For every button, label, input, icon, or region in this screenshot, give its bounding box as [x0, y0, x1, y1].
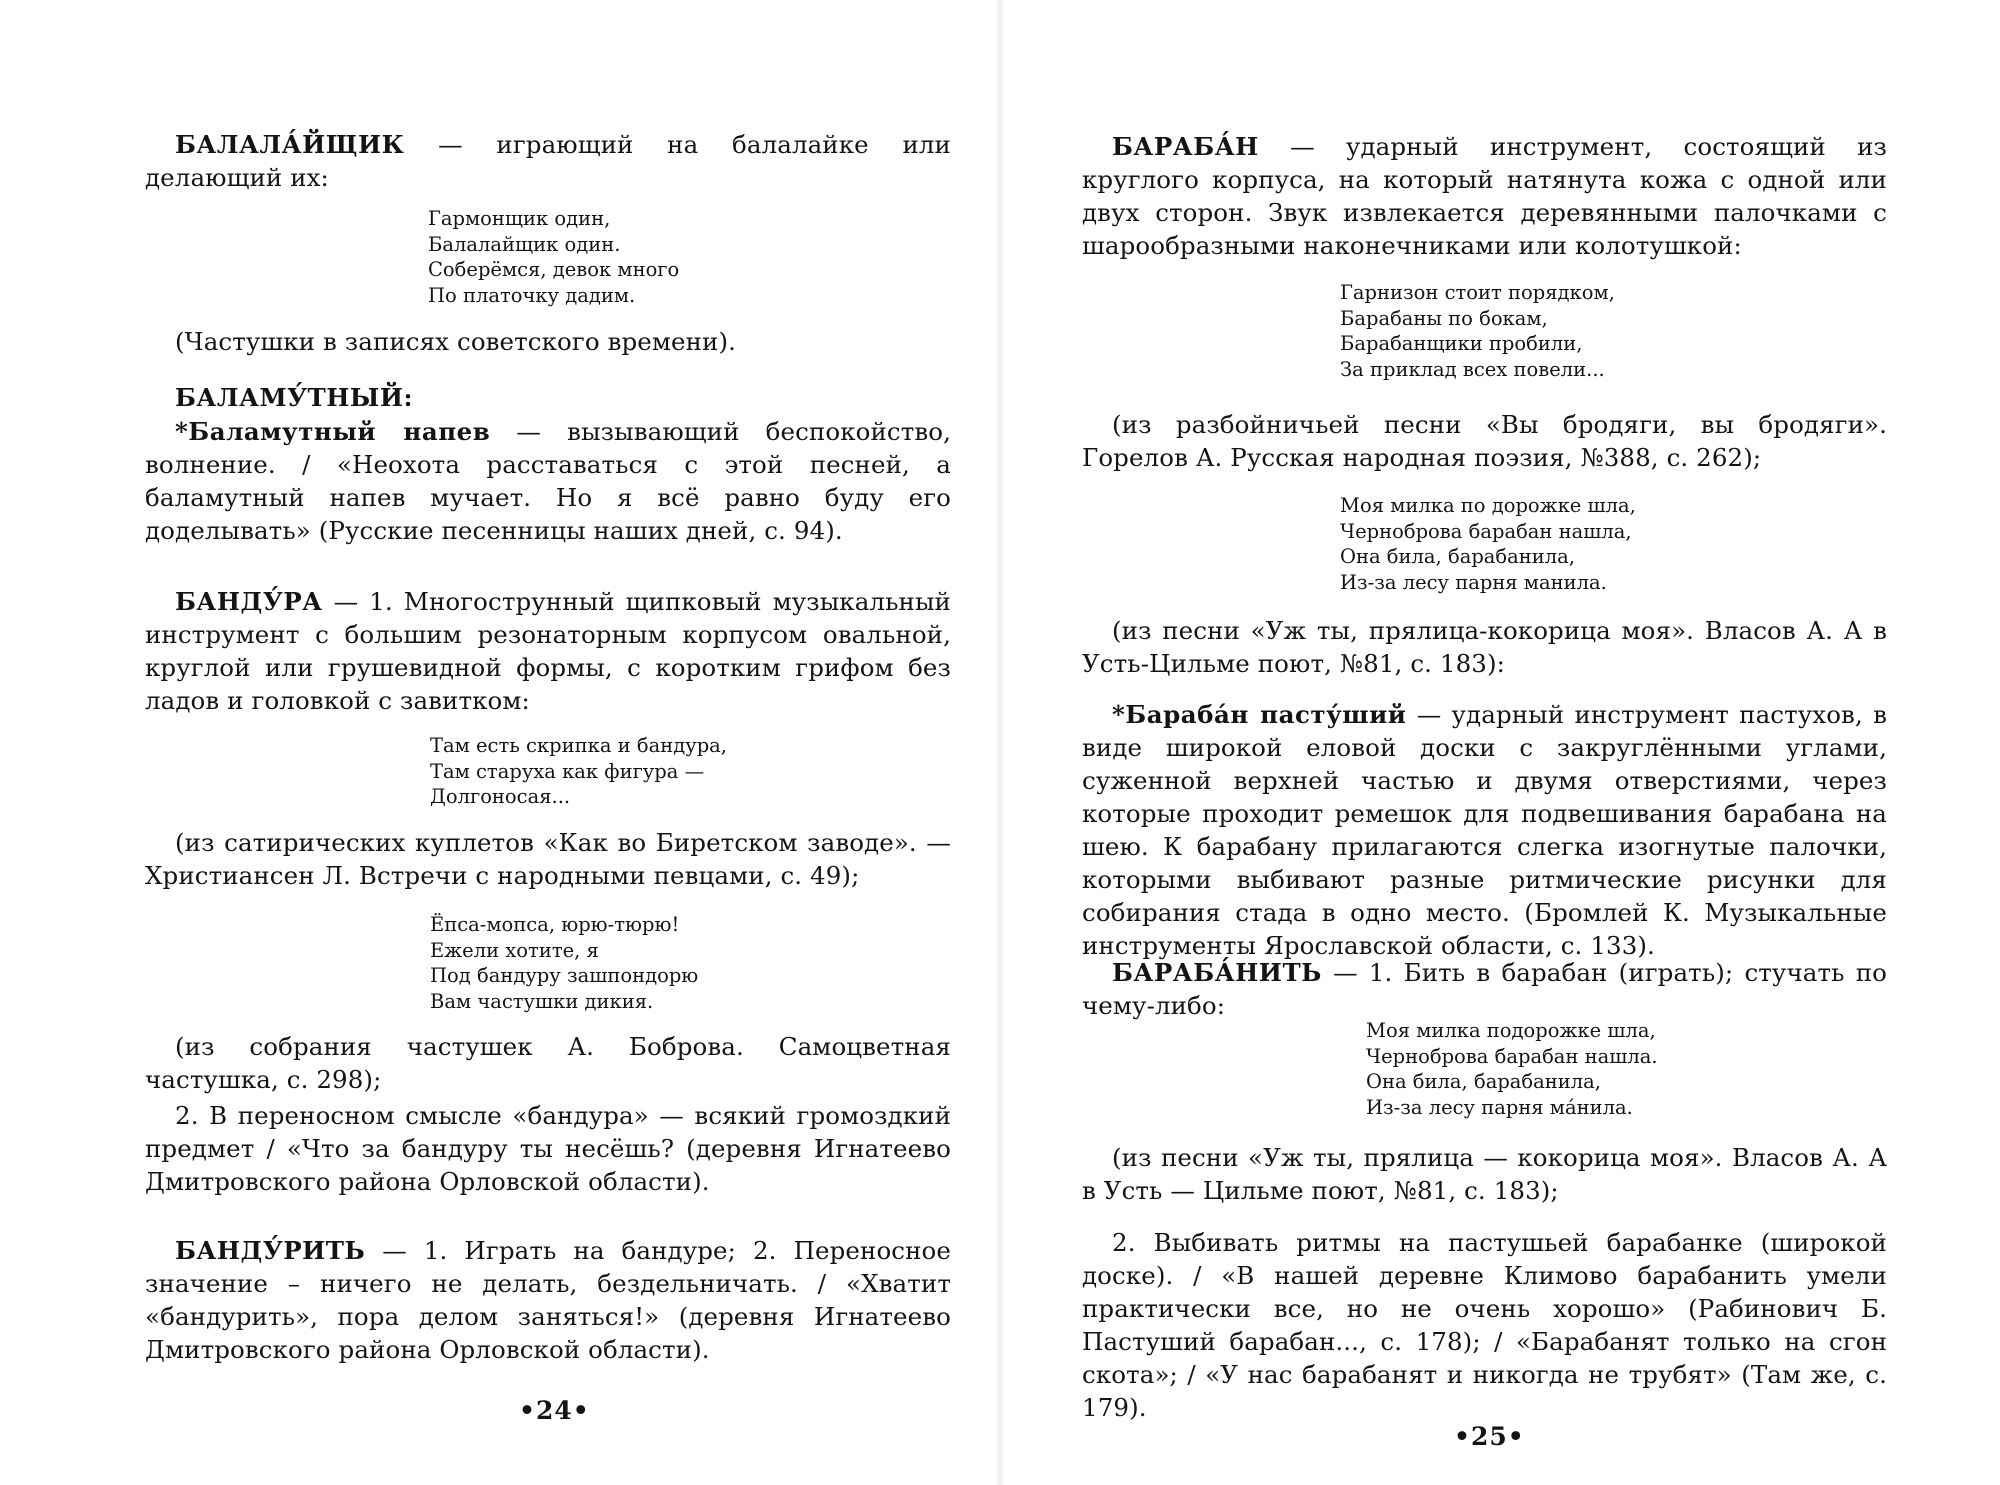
entry-subheadword: *Баламутный напев [175, 417, 491, 446]
entry-bandura-sense-2: 2. В переносном смысле «бандура» — всякий громоздкий предмет / «Что за бандуру ты несёшь? (деревня Игнатеево Дмитровского района Орловской области). [145, 1101, 951, 1196]
verse-line: Черноброва барабан нашла, [1340, 519, 1632, 543]
page-number: •25• [1454, 1422, 1525, 1451]
verse-quote [1340, 280, 1615, 382]
verse-line: Она била, барабанила, [1366, 1070, 1601, 1093]
verse-line: Под бандуру зашпондорю [430, 964, 699, 987]
verse-line: Из-за лесу парня ма́нила. [1366, 1095, 1633, 1119]
entry-headword: БАНДУ́РИТЬ [175, 1236, 366, 1265]
entry-headword: БАЛАЛА́ЙЩИК [175, 130, 405, 159]
entry-balalaishchik [145, 128, 951, 194]
entry-bandurit [145, 1234, 951, 1366]
entry-definition: — ударный инструмент пастухов, в виде широкой еловой доски с закруглёнными углами, суженной верхней частью и двумя отверстиями, через которые проходит ремешок для подвешивания барабана на шею. К барабану прилагаются слегка изогнутые палочки, которыми выбивают разные ритмические рисунки для собирания стада в одно место. (Бромлей К. Музыкальные инструменты Ярославской области, с. 133). [1082, 700, 1887, 960]
verse-line: Гарнизон стоит порядком, [1340, 281, 1615, 304]
verse-line: Ёпса-мопса, юрю-тюрю! [430, 913, 680, 936]
entry-headword: БАРАБА́НИТЬ [1112, 958, 1322, 987]
entry-balamutny [145, 381, 951, 414]
verse-line: Барабанщики пробили, [1340, 332, 1583, 355]
entry-subheadword: *Бараба́н пасту́ший [1112, 700, 1407, 729]
verse-line: Гармонщик один, [428, 207, 611, 230]
verse-line: Барабаны по бокам, [1340, 306, 1548, 330]
entry-headword: БАЛАМУ́ТНЫЙ: [175, 383, 414, 412]
verse-quote [430, 912, 698, 1014]
entry-definition: — вызывающий беспокойство, волнение. / «Неохота расставаться с этой песней, а баламутный напев мучает. Но я всё равно буду его доделывать» (Русские песенницы наших дней, с. 94). [145, 417, 952, 545]
verse-quote [1366, 1018, 1658, 1120]
verse-quote [428, 206, 679, 308]
source-citation: (из сатирических куплетов «Как во Биретском заводе». — Христиансен Л. Встречи с народными певцами, с. 49); [145, 828, 951, 890]
verse-line: Она била, барабанила, [1340, 545, 1575, 568]
entry-headword: БАНДУ́РА [175, 587, 323, 616]
source-citation: (из песни «Уж ты, прялица-кокорица моя». Власов А. А в Усть-Цильме поют, №81, с. 183): [1082, 616, 1887, 678]
verse-line: Балалайщик один. [428, 232, 621, 256]
entry-barabanit-sense-2: 2. Выбивать ритмы на пастушьей барабанке (широкой доске). / «В нашей деревне Климово барабанить умели практически все, но не очень хорошо» (Рабинович Б. Пастуший барабан..., с. 178); / «Барабанят только на сгон скота»; / «У нас барабанят и никогда не трубят» (Там же, с. 179). [1082, 1228, 1887, 1422]
entry-definition: — 1. Бить в барабан (играть); стучать по чему-либо: [1082, 958, 1887, 1020]
verse-line: Моя милка подорожке шла, [1366, 1019, 1656, 1042]
verse-line: Вам частушки дикия. [430, 989, 654, 1013]
entry-definition: — ударный инструмент, состоящий из круглого корпуса, на который натянута кожа с одной или двух сторон. Звук извлекается деревянными палочками с шарообразными наконечниками или колотушкой: [1082, 132, 1887, 260]
verse-quote [1340, 493, 1636, 595]
entry-headword: БАРАБА́Н [1112, 132, 1259, 161]
entry-bandura [145, 585, 951, 717]
entry-barabanit [1082, 956, 1887, 1022]
verse-line: Из-за лесу парня манила. [1340, 570, 1607, 594]
verse-line: Там старуха как фигура — [430, 759, 705, 783]
verse-line: Соберёмся, девок много [428, 258, 680, 281]
verse-line: Черноброва барабан нашла. [1366, 1044, 1658, 1068]
entry-baraban [1082, 130, 1887, 262]
verse-line: За приклад всех повели... [1340, 357, 1605, 381]
source-citation: (из собрания частушек А. Боброва. Самоцветная частушка, с. 298); [145, 1032, 951, 1094]
entry-definition: — играющий на балалайке или делающий их: [145, 130, 951, 192]
entry-balamutny-napev [145, 415, 951, 547]
page-number: •24• [519, 1396, 590, 1425]
verse-line: Там есть скрипка и бандура, [430, 734, 728, 757]
entry-definition: — 1. Играть на бандуре; 2. Переносное значение – ничего не делать, бездельничать. / «Хватит «бандурить», пора делом заняться!» (деревня Игнатеево Дмитровского района Орловской области). [145, 1236, 951, 1364]
source-citation: (из песни «Уж ты, прялица — кокорица моя». Власов А. А в Усть — Цильме поют, №81, с. 183); [1082, 1143, 1887, 1205]
verse-quote [430, 733, 727, 810]
verse-line: Ежели хотите, я [430, 938, 599, 962]
source-citation: (Частушки в записях советского времени). [175, 327, 737, 356]
right-page [1000, 0, 2000, 1485]
verse-line: Моя милка по дорожке шла, [1340, 494, 1636, 517]
verse-line: По платочку дадим. [428, 283, 636, 307]
entry-baraban-pastushy [1082, 698, 1887, 962]
verse-line: Долгоносая... [430, 785, 571, 808]
entry-definition: — 1. Многострунный щипковый музыкальный инструмент с большим резонаторным корпусом овальной, круглой или грушевидной формы, с коротким грифом без ладов и головкой с завитком: [145, 587, 951, 715]
source-citation: (из разбойничьей песни «Вы бродяги, вы бродяги». Горелов А. Русская народная поэзия, №388, с. 262); [1082, 410, 1887, 472]
